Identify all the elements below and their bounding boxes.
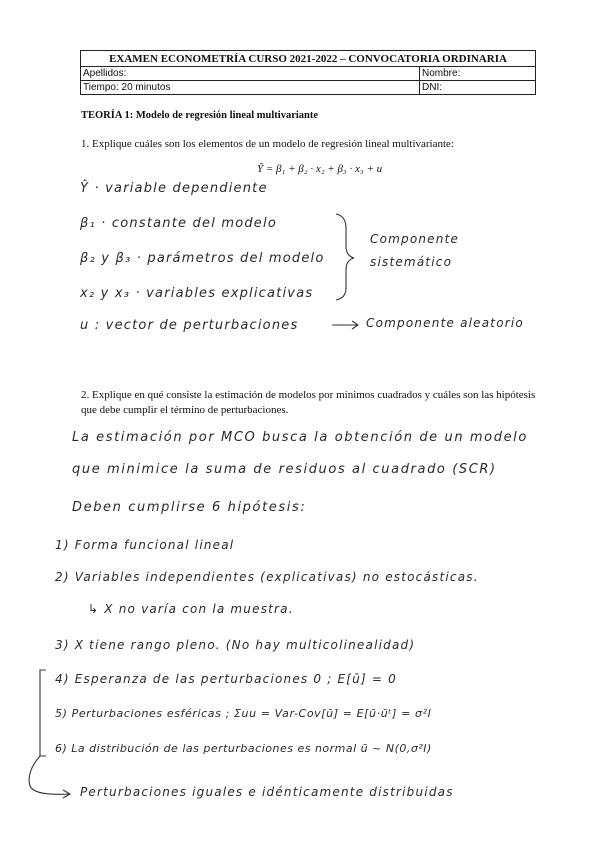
- tiempo-field: Tiempo: 20 minutos: [81, 81, 420, 94]
- brace-label-componente: Componente: [370, 232, 460, 246]
- answer1-line-3: β₂ y β₃ · parámetros del modelo: [80, 251, 325, 266]
- hypothesis-5: 5) Perturbaciones esféricas ; Σuu = Var-Cov[ū] = E[ū·ūᵗ] = σ²I: [55, 707, 432, 720]
- answer2-line-1: La estimación por MCO busca la obtención de un modelo: [72, 430, 528, 445]
- hypothesis-4: 4) Esperanza de las perturbaciones 0 ; E[ū] = 0: [55, 672, 397, 686]
- hypothesis-2: 2) Variables independientes (explicativas) no estocásticas.: [55, 570, 479, 584]
- hypothesis-2-note: ↳ X no varía con la muestra.: [88, 602, 294, 616]
- question-1: 1. Explique cuáles son los elementos de un modelo de regresión lineal multivariante:: [81, 138, 454, 150]
- hypothesis-1: 1) Forma funcional lineal: [55, 538, 235, 552]
- arrow-to-aleatorio: [332, 321, 358, 329]
- exam-title: EXAMEN ECONOMETRÍA CURSO 2021-2022 – CONVOCATORIA ORDINARIA: [81, 51, 535, 67]
- conclusion-line: Perturbaciones iguales e idénticamente distribuidas: [80, 785, 454, 799]
- answer2-line-3: Deben cumplirse 6 hipótesis:: [72, 500, 307, 515]
- arrow-label-aleatorio: Componente aleatorio: [366, 316, 524, 330]
- brace-label-sistematico: sistemático: [370, 255, 453, 269]
- answer2-line-2: que minimice la suma de residuos al cuadrado (SCR): [72, 462, 497, 477]
- apellidos-field: Apellidos:: [81, 67, 420, 80]
- answer1-line-4: x₂ y x₃ · variables explicativas: [80, 286, 314, 301]
- dni-field: DNI:: [422, 82, 442, 93]
- hypothesis-6: 6) La distribución de las perturbaciones es normal ū ~ N(0,σ²I): [55, 742, 432, 755]
- left-bracket-4-6: [40, 670, 46, 756]
- curly-brace: [336, 214, 354, 300]
- conclusion-arrow: [29, 756, 70, 798]
- nombre-field: Nombre:: [422, 68, 461, 79]
- hypothesis-3: 3) X tiene rango pleno. (No hay multicolinealidad): [55, 638, 416, 652]
- regression-formula: Ŷ = β₁ + β₂ · x₂ + β₃ · x₃ + u: [257, 163, 383, 175]
- question-2: 2. Explique en qué consiste la estimación de modelos por mínimos cuadrados y cuáles son las hipótesis que debe cumplir el término de perturbaciones.: [81, 389, 536, 416]
- answer1-line-2: β₁ · constante del modelo: [80, 216, 277, 231]
- answer1-line-5: u : vector de perturbaciones: [80, 318, 299, 333]
- section-title: TEORÍA 1: Modelo de regresión lineal multivariante: [81, 110, 319, 121]
- answer1-line-1: Ŷ · variable dependiente: [80, 181, 268, 196]
